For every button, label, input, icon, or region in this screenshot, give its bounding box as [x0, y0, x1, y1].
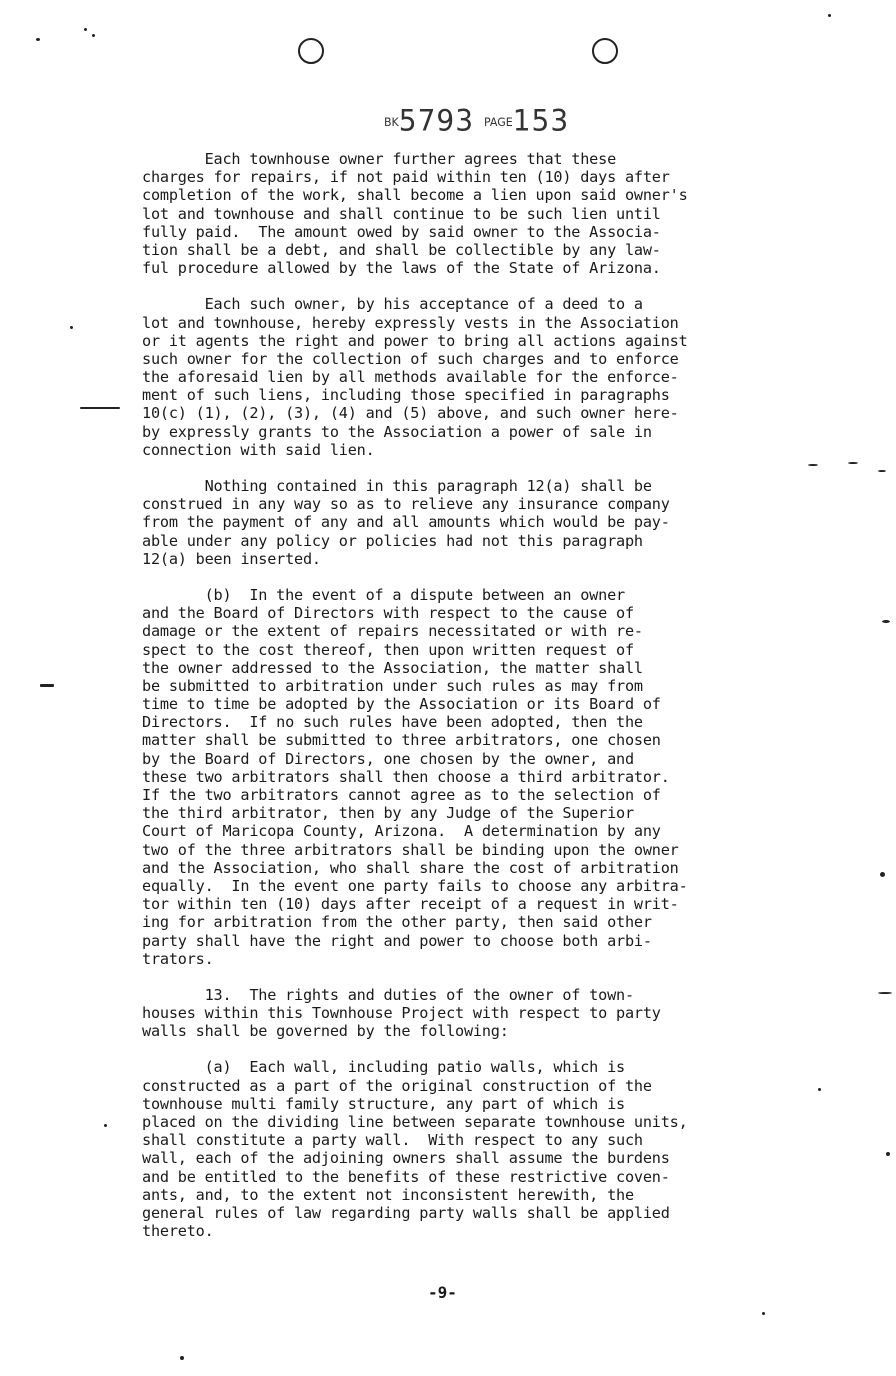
text-line: construed in any way so as to relieve any insurance company — [142, 495, 670, 514]
text-line: Directors. If no such rules have been adopted, then the — [142, 713, 643, 732]
scan-speck — [180, 1356, 184, 1360]
scan-speck — [40, 684, 54, 687]
text-line: placed on the dividing line between separate townhouse units, — [142, 1113, 688, 1131]
text-line: wall, each of the adjoining owners shall assume the burdens — [142, 1149, 670, 1168]
text-line: charges for repairs, if not paid within ten (10) days after — [142, 168, 670, 187]
text-line: (b) In the event of a dispute between an owner — [142, 585, 625, 604]
page-number: -9- — [428, 1283, 457, 1302]
text-line: constructed as a part of the original construction of the — [142, 1076, 652, 1095]
punch-hole-right — [592, 38, 618, 64]
text-line: (a) Each wall, including patio walls, which is — [142, 1058, 625, 1077]
text-line: Nothing contained in this paragraph 12(a) shall be — [142, 477, 652, 495]
scan-speck — [36, 38, 40, 41]
text-line: 10(c) (1), (2), (3), (4) and (5) above, and such owner here- — [142, 404, 679, 423]
scan-speck — [80, 407, 120, 409]
text-line: lot and townhouse, hereby expressly vests in the Association — [142, 313, 679, 332]
text-line: townhouse multi family structure, any part of which is — [142, 1094, 625, 1113]
paragraph — [142, 1058, 802, 1240]
text-line: such owner for the collection of such charges and to enforce — [142, 349, 679, 368]
text-line: or it agents the right and power to bring all actions against — [142, 331, 688, 350]
text-line: matter shall be submitted to three arbitrators, one chosen — [142, 731, 661, 750]
text-line: ing for arbitration from the other party, then said other — [142, 913, 652, 932]
scan-speck — [878, 470, 886, 472]
text-line: ment of such liens, including those specified in paragraphs — [142, 386, 670, 405]
text-line: time to time be adopted by the Association or its Board of — [142, 695, 661, 714]
text-line: by the Board of Directors, one chosen by the owner, and — [142, 749, 634, 768]
scan-speck — [848, 462, 858, 464]
text-line: and be entitled to the benefits of these restrictive coven- — [142, 1167, 670, 1186]
body-text — [142, 150, 802, 1240]
text-line: the third arbitrator, then by any Judge of the Superior — [142, 804, 634, 823]
text-line: trators. — [142, 949, 214, 968]
text-line: 12(a) been inserted. — [142, 549, 321, 568]
record-page-number: 153 — [512, 103, 570, 138]
text-line: ful procedure allowed by the laws of the State of Arizona. — [142, 259, 661, 278]
text-line: Court of Maricopa County, Arizona. A determination by any — [142, 822, 661, 841]
text-line: equally. In the event one party fails to choose any arbitra- — [142, 876, 688, 895]
text-line: two of the three arbitrators shall be binding upon the owner — [142, 840, 679, 859]
text-line: connection with said lien. — [142, 440, 375, 459]
text-line: able under any policy or policies had not this paragraph — [142, 531, 643, 550]
punch-hole-left — [298, 38, 324, 64]
text-line: walls shall be governed by the following: — [142, 1022, 509, 1041]
paragraph — [142, 586, 802, 968]
scan-speck — [762, 1312, 765, 1315]
paragraph-gap — [142, 459, 802, 477]
text-line: the aforesaid lien by all methods available for the enforce- — [142, 368, 679, 387]
paragraph-gap — [142, 1040, 802, 1058]
scan-speck — [882, 620, 890, 623]
text-line: shall constitute a party wall. With respect to any such — [142, 1131, 643, 1150]
recording-stamp — [384, 103, 569, 138]
scan-speck — [880, 872, 885, 877]
paragraph — [142, 986, 802, 1041]
text-line: Each such owner, by his acceptance of a deed to a — [142, 295, 643, 314]
paragraph-gap — [142, 968, 802, 986]
text-line: and the Association, who shall share the cost of arbitration — [142, 858, 679, 877]
text-line: damage or the extent of repairs necessitated or with re- — [142, 622, 643, 641]
paragraph — [142, 150, 802, 277]
scan-speck — [92, 34, 95, 37]
text-line: thereto. — [142, 1222, 214, 1241]
book-number: 5793 — [398, 103, 475, 138]
paragraph — [142, 295, 802, 459]
text-line: spect to the cost thereof, then upon written request of — [142, 640, 634, 659]
paragraph — [142, 477, 802, 568]
text-line: tor within ten (10) days after receipt of a request in writ- — [142, 895, 679, 914]
scan-speck — [886, 1152, 890, 1156]
text-line: 13. The rights and duties of the owner of town- — [142, 985, 634, 1004]
text-line: by expressly grants to the Association a power of sale in — [142, 422, 652, 441]
text-line: be submitted to arbitration under such rules as may from — [142, 676, 643, 695]
paragraph-gap — [142, 277, 802, 295]
text-line: from the payment of any and all amounts which would be pay- — [142, 513, 670, 532]
text-line: general rules of law regarding party walls shall be applied — [142, 1203, 670, 1222]
scan-speck — [828, 14, 831, 17]
scan-speck — [878, 992, 892, 994]
text-line: and the Board of Directors with respect to the cause of — [142, 604, 634, 623]
text-line: completion of the work, shall become a lien upon said owner's — [142, 186, 688, 205]
text-line: fully paid. The amount owed by said owner to the Associa- — [142, 222, 661, 241]
text-line: houses within this Townhouse Project with respect to party — [142, 1004, 661, 1023]
scan-speck — [104, 1124, 107, 1127]
paragraph-gap — [142, 568, 802, 586]
scan-speck — [70, 326, 73, 329]
text-line: tion shall be a debt, and shall be collectible by any law- — [142, 240, 661, 259]
text-line: ants, and, to the extent not inconsistent herewith, the — [142, 1185, 634, 1204]
text-line: the owner addressed to the Association, the matter shall — [142, 658, 643, 677]
text-line: lot and townhouse and shall continue to be such lien until — [142, 204, 661, 223]
page-prefix: PAGE — [483, 115, 513, 129]
scan-speck — [818, 1088, 821, 1091]
scan-speck — [808, 464, 818, 466]
book-prefix: BK — [384, 115, 399, 129]
text-line: these two arbitrators shall then choose a third arbitrator. — [142, 767, 670, 786]
scan-speck — [84, 28, 87, 31]
text-line: party shall have the right and power to choose both arbi- — [142, 931, 652, 950]
text-line: Each townhouse owner further agrees that these — [142, 150, 617, 168]
text-line: If the two arbitrators cannot agree as to the selection of — [142, 786, 661, 804]
